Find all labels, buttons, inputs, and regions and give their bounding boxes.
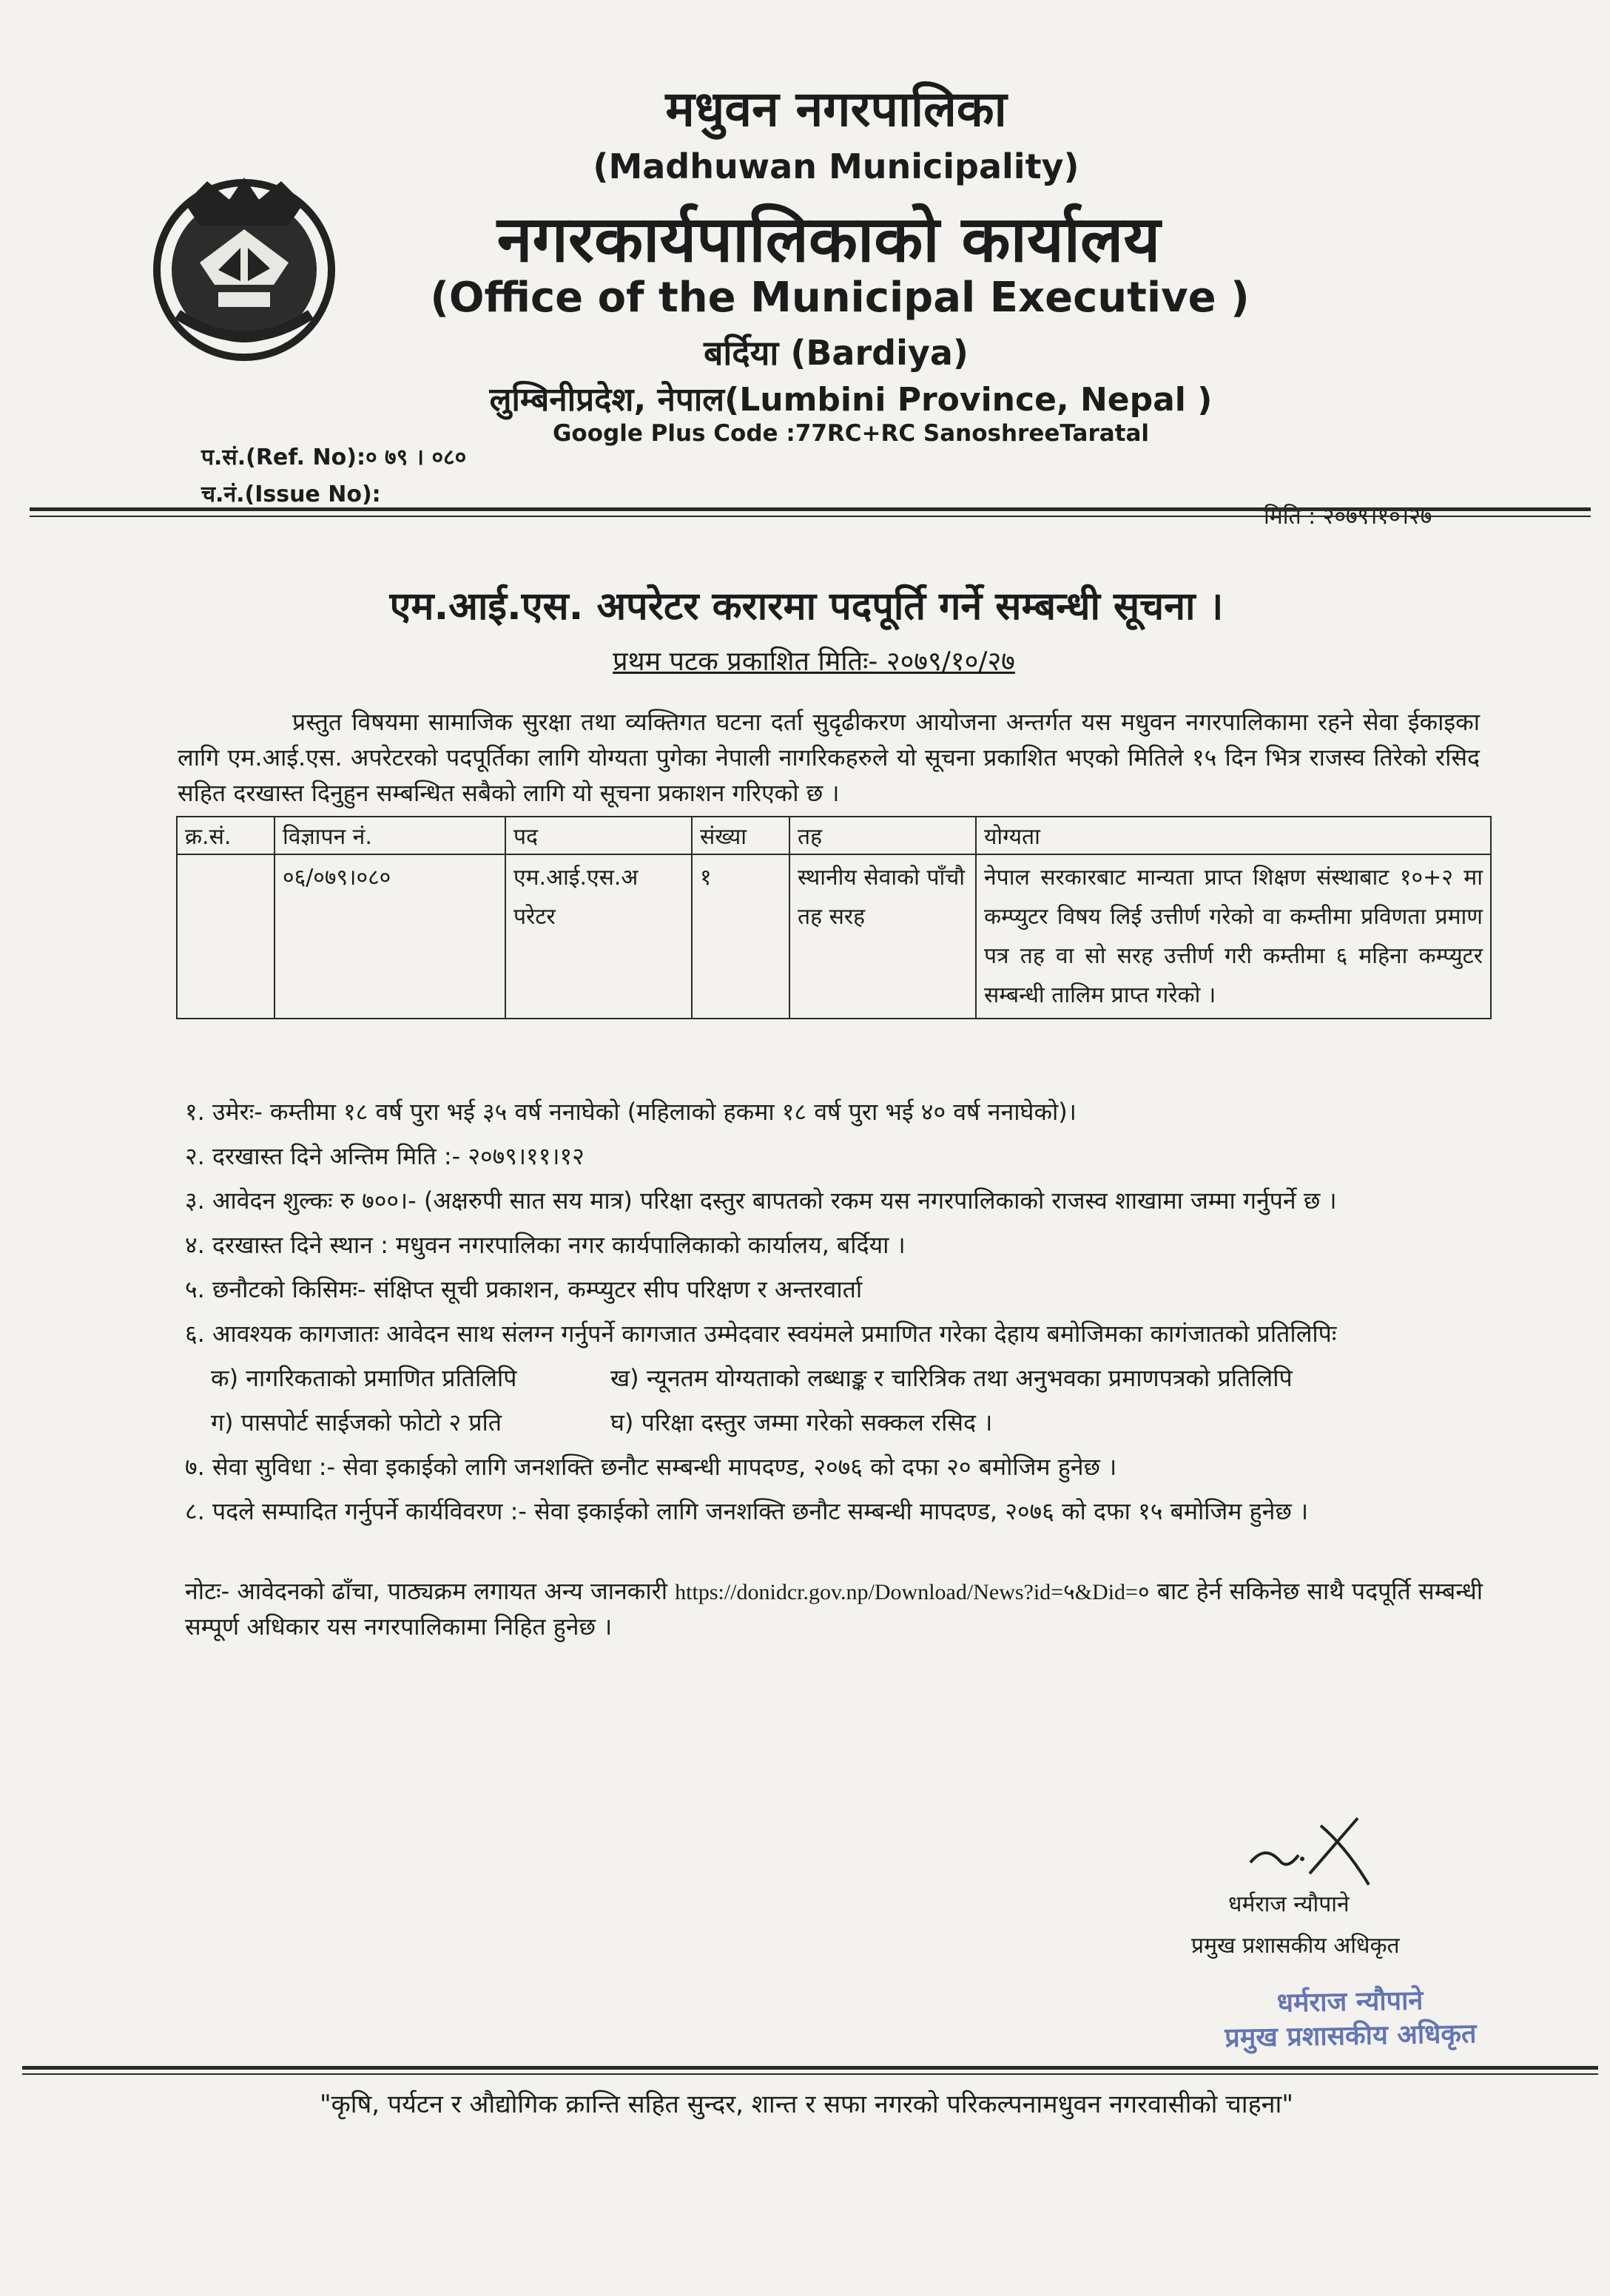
list-item: ५. छनौटको किसिमः- संक्षिप्त सूची प्रकाशन, कम्प्युटर सीप परिक्षण र अन्तरवार्ता [185,1275,863,1303]
col-post: पद [505,817,692,854]
stamp-title: प्रमुख प्रशासकीय अधिकृत [1224,2019,1477,2053]
stamp-name: धर्मराज न्यौपाने [1276,1985,1424,2019]
district: बर्दिया (Bardiya) [704,333,969,373]
signatory-title: प्रमुख प्रशासकीय अधिकृत [1191,1933,1400,1959]
note [185,1574,1487,1644]
issue-date: मिति : २०७९।१०।२७ [1264,504,1432,530]
province: लुम्बिनीप्रदेश, नेपाल(Lumbini Province, Nepal ) [489,381,1213,419]
plus-code: Google Plus Code :77RC+RC SanoshreeTaratal [552,420,1150,447]
download-link[interactable]: https://donidcr.gov.np/Download/News?id=५&Did=० [675,1580,1150,1604]
footer-divider [22,2066,1598,2070]
cell-advert-no: ०६/०७९।०८० [274,854,505,1019]
col-advert-no: विज्ञापन नं. [274,817,505,854]
official-stamp [1176,1982,1525,2056]
list-item: ३. आवेदन शुल्कः रु ७००।- (अक्षरुपी सात सय मात्र) परिक्षा दस्तुर बापतको रकम यस नगरपालिकाको राजस्व शाखामा जम्मा गर्नुपर्ने छ । [185,1186,1337,1215]
list-item: ७. सेवा सुविधा :- सेवा इकाईको लागि जनशक्ति छनौट सम्बन्धी मापदण्ड, २०७६ को दफा २० बमोजिम हुनेछ । [185,1453,1117,1481]
col-qualification: योग्यता [976,817,1491,854]
list-item: ४. दरखास्त दिने स्थान : मधुवन नगरपालिका नगर कार्यपालिकाको कार्यालय, बर्दिया । [185,1231,906,1259]
col-count: संख्या [692,817,789,854]
issue-number: च.नं.(Issue No): [201,482,381,507]
list-item: १. उमेरः- कम्तीमा १८ वर्ष पुरा भई ३५ वर्ष ननाघेको (महिलाको हकमा १८ वर्ष पुरा भई ४० वर्ष ननाघेको)। [185,1098,1077,1126]
conditions-list [185,1095,1487,1644]
office-name-en: (Office of the Municipal Executive ) [430,274,1250,322]
nepal-emblem-icon [141,159,348,366]
cell-level: स्थानीय सेवाको पाँचौ तह सरह [789,854,976,1019]
cell-count: १ [692,854,789,1019]
notice-title: एम.आई.एस. अपरेटर करारमा पदपूर्ति गर्ने सम्बन्धी सूचना । [389,584,1224,629]
header-divider [30,507,1591,511]
notice-subtitle: प्रथम पटक प्रकाशित मितिः- २०७९/१०/२७ [613,646,1015,677]
table-row [177,854,1491,1019]
documents-row [211,1361,1487,1395]
cell-post: एम.आई.एस.अ परेटर [505,854,692,1019]
list-item: ८. पदले सम्पादित गर्नुपर्ने कार्यविवरण :- सेवा इकाईको लागि जनशक्ति छनौट सम्बन्धी मापदण्ड, २०७६ को दफा १५ बमोजिम हुनेछ । [185,1497,1309,1525]
note-prefix: नोटः- आवेदनको ढाँचा, पाठ्यक्रम लगायत अन्य जानकारी [185,1577,667,1605]
col-serial: क्र.सं. [177,817,274,854]
cell-serial [177,854,274,1019]
office-name-np: नगरकार्यपालिकाको कार्यालय [496,203,1161,277]
cell-qualification: नेपाल सरकारबाट मान्यता प्राप्त शिक्षण संस्थाबाट १०+२ मा कम्प्युटर विषय लिई उत्तीर्ण गरेको वा कम्तीमा प्रविणता प्रमाण पत्र तह वा सो सरह उत्तीर्ण गरी कम्तीमा ६ महिना कम्प्युटर सम्बन्धी तालिम प्राप्त गरेको । [976,854,1491,1019]
list-item: ६. आवश्यक कागजातः आवेदन साथ संलग्न गर्नुपर्ने कागजात उम्मेदवार स्वयंमले प्रमाणित गरेका देहाय बमोजिमका कागंजातको प्रतिलिपिः [185,1320,1337,1348]
signature-mark [1228,1803,1376,1892]
table-header-row [177,817,1491,854]
header-divider-thin [30,516,1591,517]
document-item: ख) न्यूनतम योग्यताको लब्धाङ्क र चारित्रिक तथा अनुभवका प्रमाणपत्रको प्रतिलिपि [610,1364,1293,1392]
list-item: २. दरखास्त दिने अन्तिम मिति :- २०७९।११।१२ [185,1142,585,1170]
intro-text: प्रस्तुत विषयमा सामाजिक सुरक्षा तथा व्यक्तिगत घटना दर्ता सुदृढीकरण आयोजना अन्तर्गत यस मधुवन नगरपालिकामा रहने सेवा ईकाइका लागि एम.आई.एस. अपरेटरको पदपूर्तिका लागि योग्यता पुगेका नेपाली नागरिकहरुले यो सूचना प्रकाशित भएको मितिले १५ दिन भित्र राजस्व तिरेको रसिद सहित दरखास्त दिनुहुन सम्बन्धित सबैको लागि यो सूचना प्रकाशन गरिएको छ । [178,708,1480,807]
vacancy-table [176,816,1492,1019]
col-level: तह [789,817,976,854]
note-suffix: बाट हेर्न सकिनेछ साथै पदपूर्ति सम्बन्धी सम्पूर्ण अधिकार यस नगरपालिकामा निहित हुनेछ । [185,1577,1483,1641]
footer-divider-thin [22,2073,1598,2075]
document-item: ग) पासपोर्ट साईजको फोटो २ प्रति [211,1408,502,1436]
ref-number: प.सं.(Ref. No):० ७९ । ०८० [201,445,467,470]
intro-paragraph [178,704,1480,811]
signatory-name: धर्मराज न्यौपाने [1228,1891,1350,1917]
municipality-name-np: मधुवन नगरपालिका [665,81,1007,138]
document-item: घ) परिक्षा दस्तुर जम्मा गरेको सक्कल रसिद । [610,1408,993,1436]
footer-slogan: "कृषि, पर्यटन र औद्योगिक क्रान्ति सहित सुन्दर, शान्त र सफा नगरको परिकल्पनामधुवन नगरवासीको चाहना" [320,2090,1293,2119]
municipality-name-en: (Madhuwan Municipality) [593,146,1079,186]
document-item: क) नागरिकताको प्रमाणित प्रतिलिपि [211,1364,517,1392]
documents-row [211,1405,1487,1439]
